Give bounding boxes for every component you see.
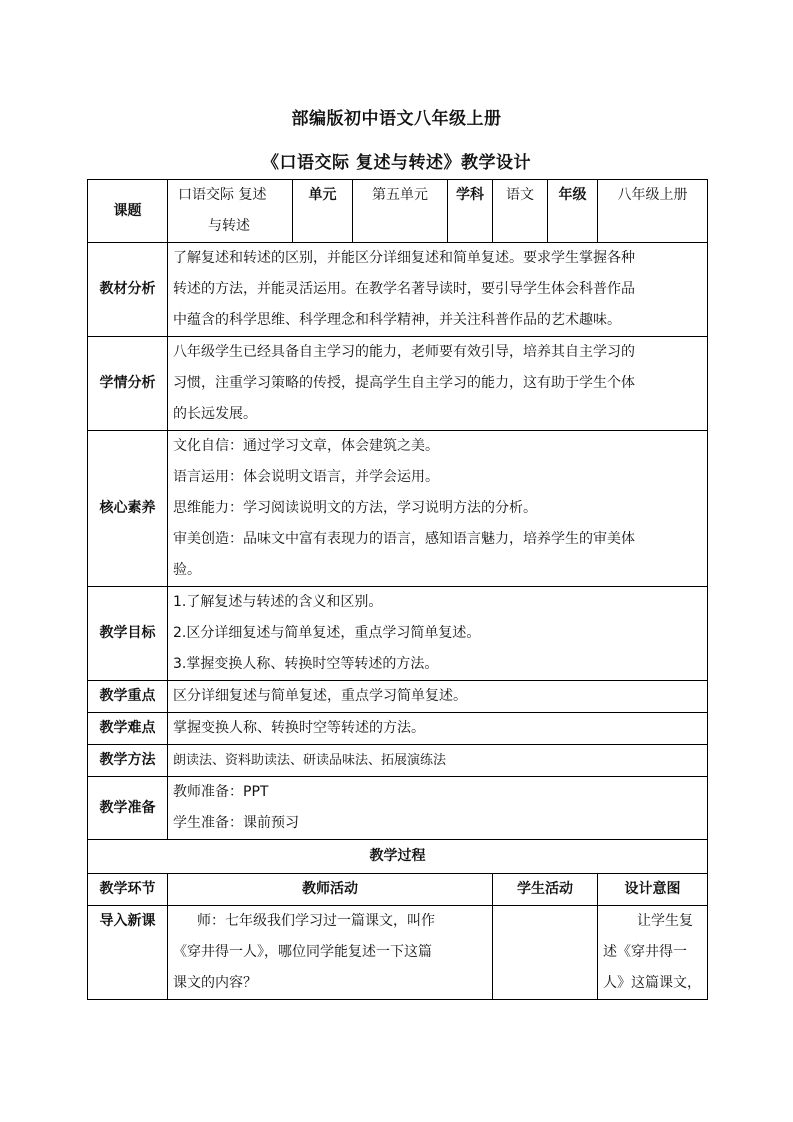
content-line: 语言运用：体会说明文语言，并学会运用。 xyxy=(173,469,439,485)
preparation-label: 教学准备 xyxy=(88,777,168,840)
process-row-intro xyxy=(88,906,708,1000)
textbook-analysis-label: 教材分析 xyxy=(88,243,168,337)
content-line: 让学生复 xyxy=(637,913,693,929)
teacher-activity-intro xyxy=(168,906,493,1000)
student-analysis-content xyxy=(168,337,708,431)
content-line: 课文的内容？ xyxy=(173,975,257,991)
difficulty-value: 掌握变换人称、转换时空等转述的方法。 xyxy=(168,713,708,745)
preparation-content xyxy=(168,777,708,840)
student-activity-intro xyxy=(493,906,598,1000)
preparation-row xyxy=(88,777,708,840)
content-line: 1.了解复述与转述的含义和区别。 xyxy=(173,594,383,610)
design-intent-intro xyxy=(598,906,708,1000)
course-value-line: 口语交际 复述 xyxy=(178,187,267,203)
col-teacher: 教师活动 xyxy=(168,874,493,906)
grade-label: 年级 xyxy=(548,180,598,243)
col-intent: 设计意图 xyxy=(598,874,708,906)
content-line: 人》这篇课文， xyxy=(603,975,701,991)
document-title: 部编版初中语文八年级上册 xyxy=(291,109,502,129)
content-line: 文化自信：通过学习文章，体会建筑之美。 xyxy=(173,438,439,454)
textbook-analysis-row xyxy=(88,243,708,337)
header-row xyxy=(88,180,708,243)
process-header-row xyxy=(88,840,708,874)
core-literacy-row xyxy=(88,431,708,587)
content-line: 师：七年级我们学习过一篇课文，叫作 xyxy=(197,913,435,929)
stage-intro: 导入新课 xyxy=(88,906,168,1000)
col-stage: 教学环节 xyxy=(88,874,168,906)
methods-row xyxy=(88,745,708,777)
content-line: 的长远发展。 xyxy=(173,406,257,422)
content-line: 了解复述和转述的区别，并能区分详细复述和简单复述。要求学生掌握各种 xyxy=(173,250,635,266)
key-point-value: 区分详细复述与简单复述，重点学习简单复述。 xyxy=(168,681,708,713)
methods-value: 朗读法、资料助读法、研读品味法、拓展演练法 xyxy=(168,745,708,777)
content-line: 述《穿井得一 xyxy=(603,944,687,960)
unit-value: 第五单元 xyxy=(353,180,448,243)
content-line: 验。 xyxy=(173,562,201,578)
grade-value: 八年级上册 xyxy=(598,180,708,243)
content-line: 审美创造：品味文中富有表现力的语言，感知语言魅力，培养学生的审美体 xyxy=(173,531,635,547)
subject-value: 语文 xyxy=(493,180,548,243)
methods-label: 教学方法 xyxy=(88,745,168,777)
content-line: 3.掌握变换人称、转换时空等转述的方法。 xyxy=(173,656,439,672)
col-student: 学生活动 xyxy=(493,874,598,906)
key-point-label: 教学重点 xyxy=(88,681,168,713)
content-line: 转述的方法，并能灵活运用。在教学名著导读时，要引导学生体会科普作品 xyxy=(173,281,635,297)
difficulty-row xyxy=(88,713,708,745)
teaching-goals-label: 教学目标 xyxy=(88,587,168,681)
student-analysis-row xyxy=(88,337,708,431)
content-line: 中蕴含的科学思维、科学理念和科学精神，并关注科普作品的艺术趣味。 xyxy=(173,312,621,328)
teaching-goals-content xyxy=(168,587,708,681)
student-analysis-label: 学情分析 xyxy=(88,337,168,431)
content-line: 学生准备：课前预习 xyxy=(173,815,299,831)
subject-label: 学科 xyxy=(448,180,493,243)
content-line: 思维能力：学习阅读说明文的方法，学习说明方法的分析。 xyxy=(173,500,537,516)
content-line: 八年级学生已经具备自主学习的能力，老师要有效引导，培养其自主学习的 xyxy=(173,344,635,360)
key-point-row xyxy=(88,681,708,713)
content-line: 教师准备：PPT xyxy=(173,784,269,800)
textbook-analysis-content xyxy=(168,243,708,337)
process-columns-row xyxy=(88,874,708,906)
content-line: 2.区分详细复述与简单复述，重点学习简单复述。 xyxy=(173,625,481,641)
core-literacy-content xyxy=(168,431,708,587)
core-literacy-label: 核心素养 xyxy=(88,431,168,587)
content-line: 《穿井得一人》，哪位同学能复述一下这篇 xyxy=(173,944,432,960)
lesson-plan-table xyxy=(87,179,708,1000)
difficulty-label: 教学难点 xyxy=(88,713,168,745)
course-value-line: 与转述 xyxy=(208,218,250,234)
content-line: 习惯，注重学习策略的传授，提高学生自主学习的能力，这有助于学生个体 xyxy=(173,375,635,391)
teaching-goals-row xyxy=(88,587,708,681)
course-label: 课题 xyxy=(88,180,168,243)
unit-label: 单元 xyxy=(293,180,353,243)
course-value xyxy=(168,180,293,243)
process-header: 教学过程 xyxy=(88,840,708,874)
document-subtitle: 《口语交际 复述与转述》教学设计 xyxy=(262,153,531,173)
